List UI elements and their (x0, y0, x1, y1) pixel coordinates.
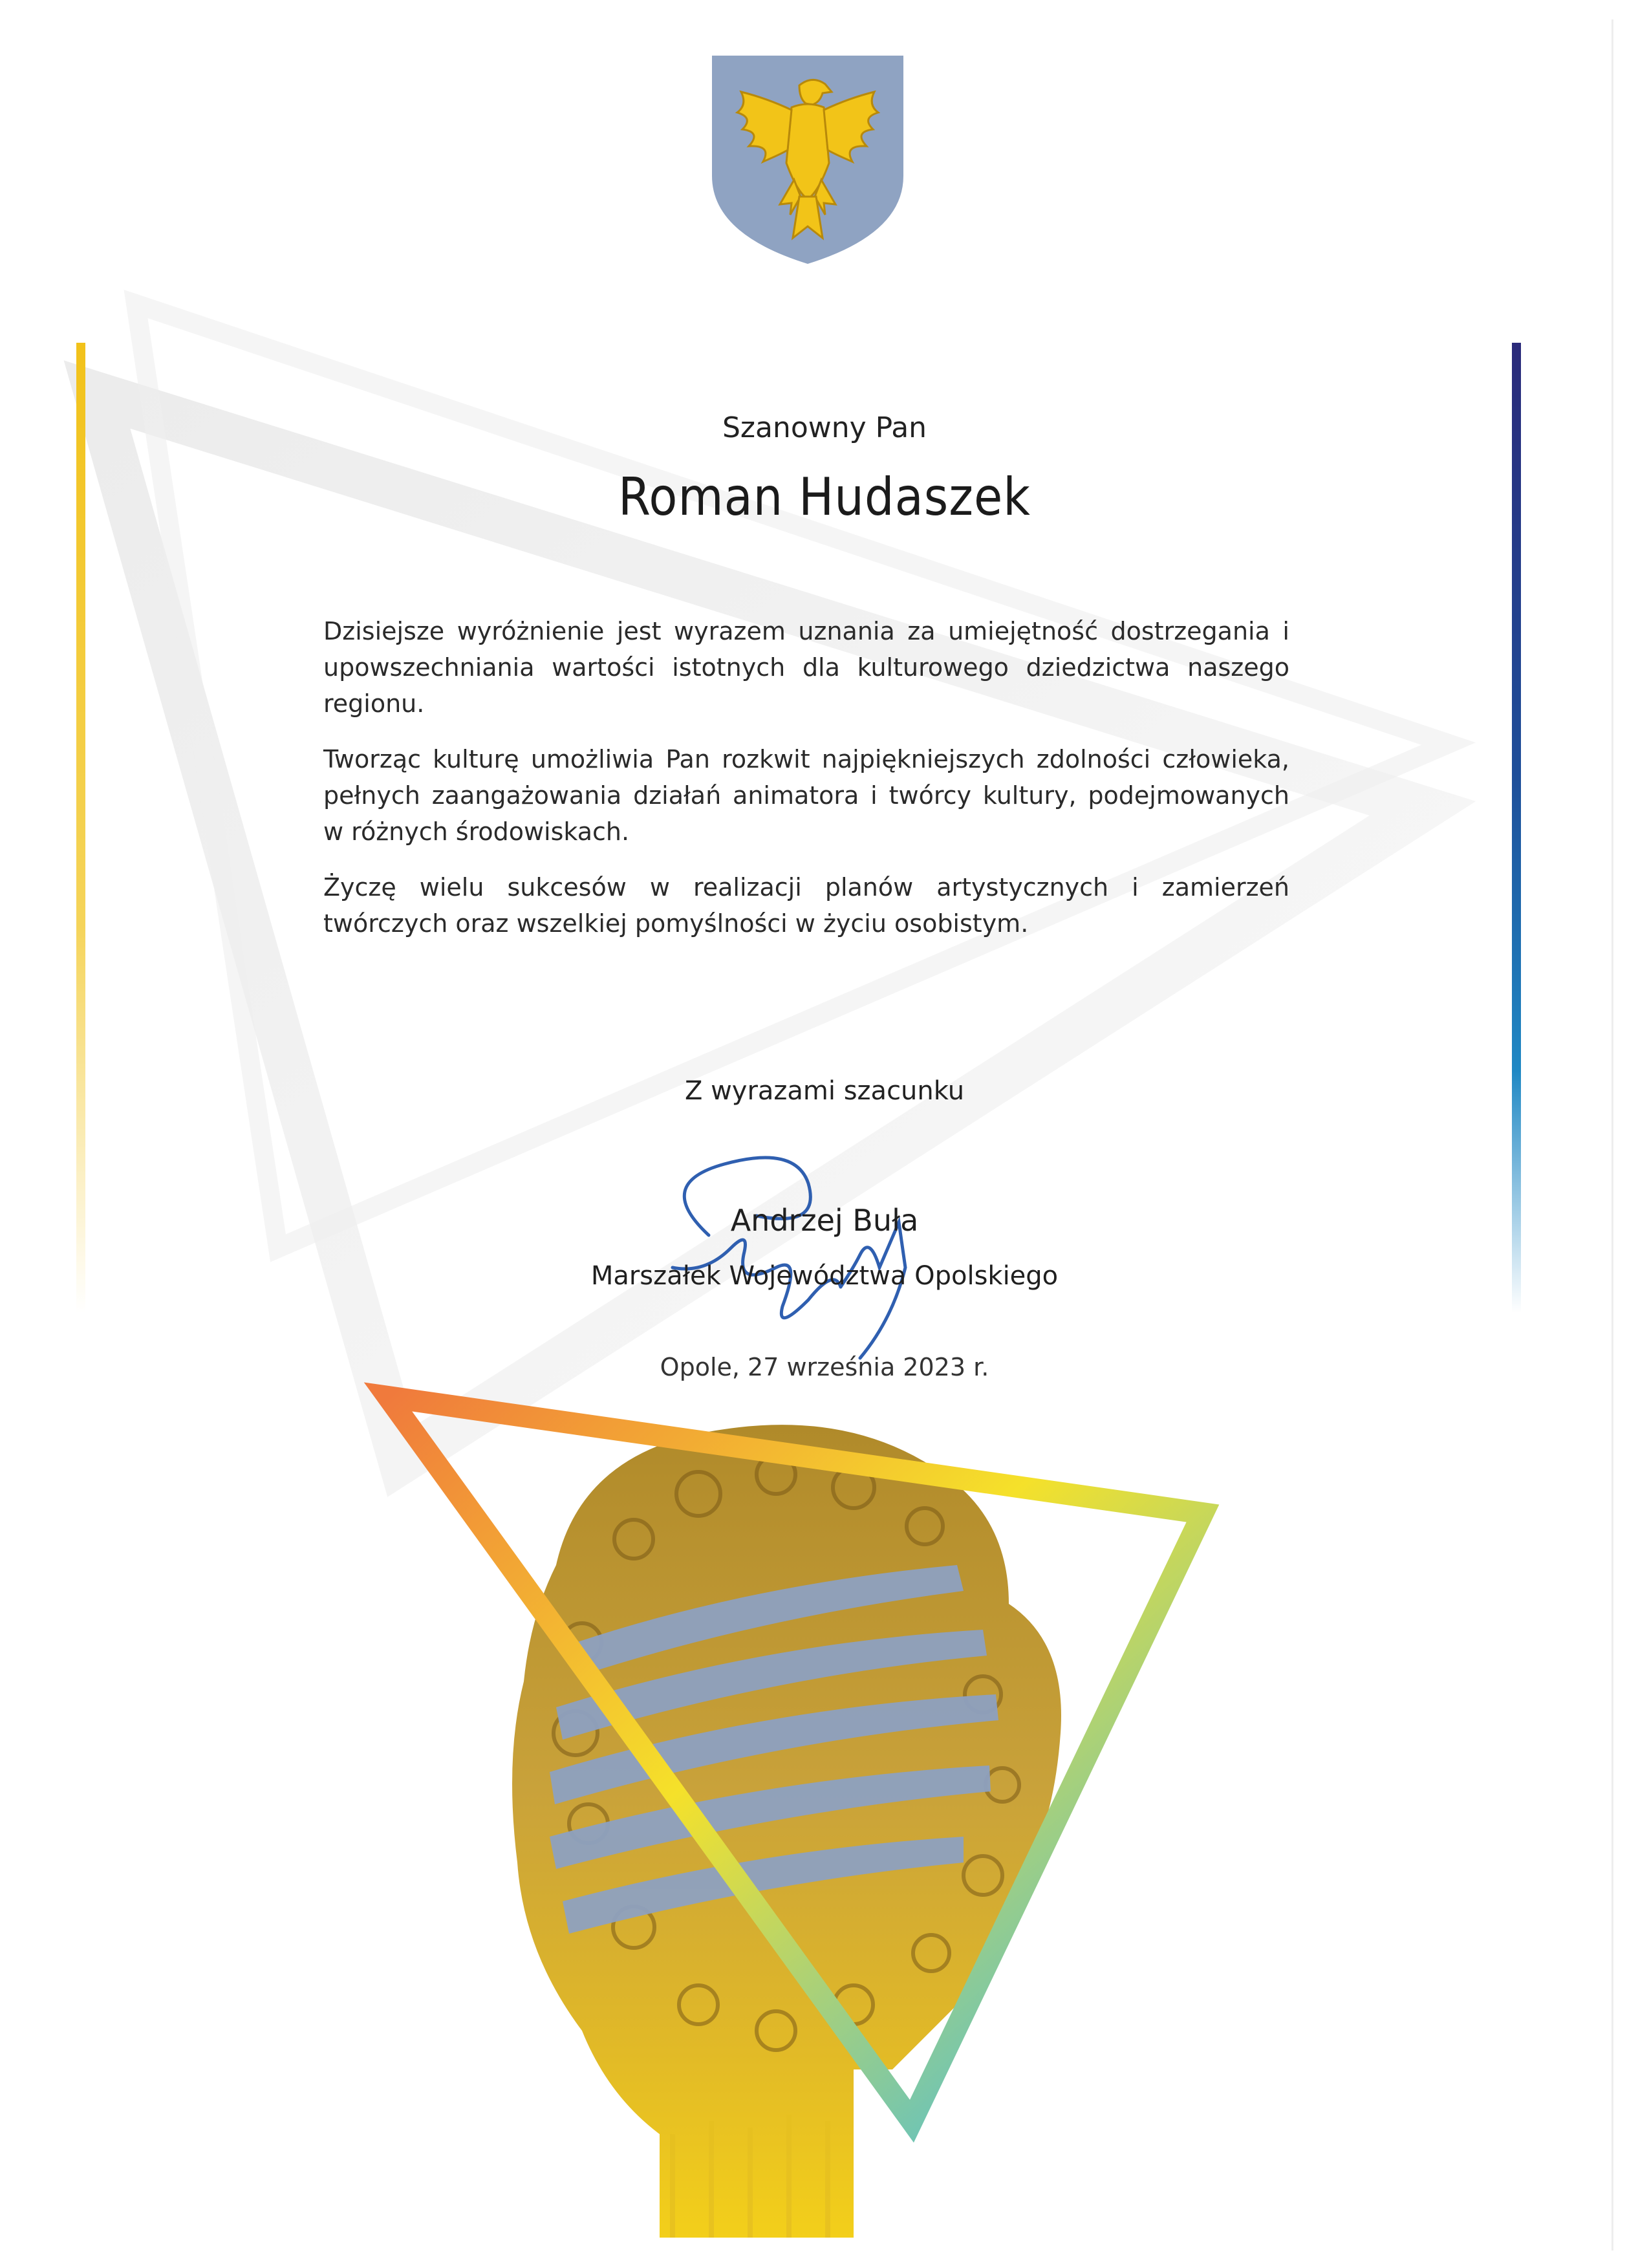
signer-name: Andrzej Buła (730, 1203, 919, 1238)
salutation: Szanowny Pan (722, 411, 927, 444)
body-paragraph: Dzisiejsze wyróżnienie jest wyrazem uznania za umiejętność dostrzegania i upowszechniania wartości istotnych dla kulturowego dziedzictwa naszego regionu. (323, 617, 1289, 718)
place-and-date: Opole, 27 września 2023 r. (660, 1353, 989, 1381)
body-paragraph: Tworząc kulturę umożliwia Pan rozkwit najpiękniejszych zdolności człowieka, pełnych zaangażowania działań animatora i twórcy kultury, podejmowanych w różnych środowiskach. (323, 745, 1289, 846)
closing-phrase: Z wyrazami szacunku (684, 1076, 965, 1106)
handwritten-signature (647, 1138, 970, 1371)
body-paragraph: Życzę wielu sukcesów w realizacji planów artystycznych i zamierzeń twórczych oraz wszelkiej pomyślności w życiu osobistym. (323, 873, 1289, 938)
signer-title: Marszałek Województwa Opolskiego (590, 1261, 1059, 1291)
letter-body (323, 613, 1289, 961)
crest-eagle-icon (709, 53, 907, 266)
scan-edge-line (1611, 19, 1613, 2251)
recipient-name: Roman Hudaszek (618, 467, 1031, 527)
sculpture-head-illustration (362, 1371, 1280, 2238)
